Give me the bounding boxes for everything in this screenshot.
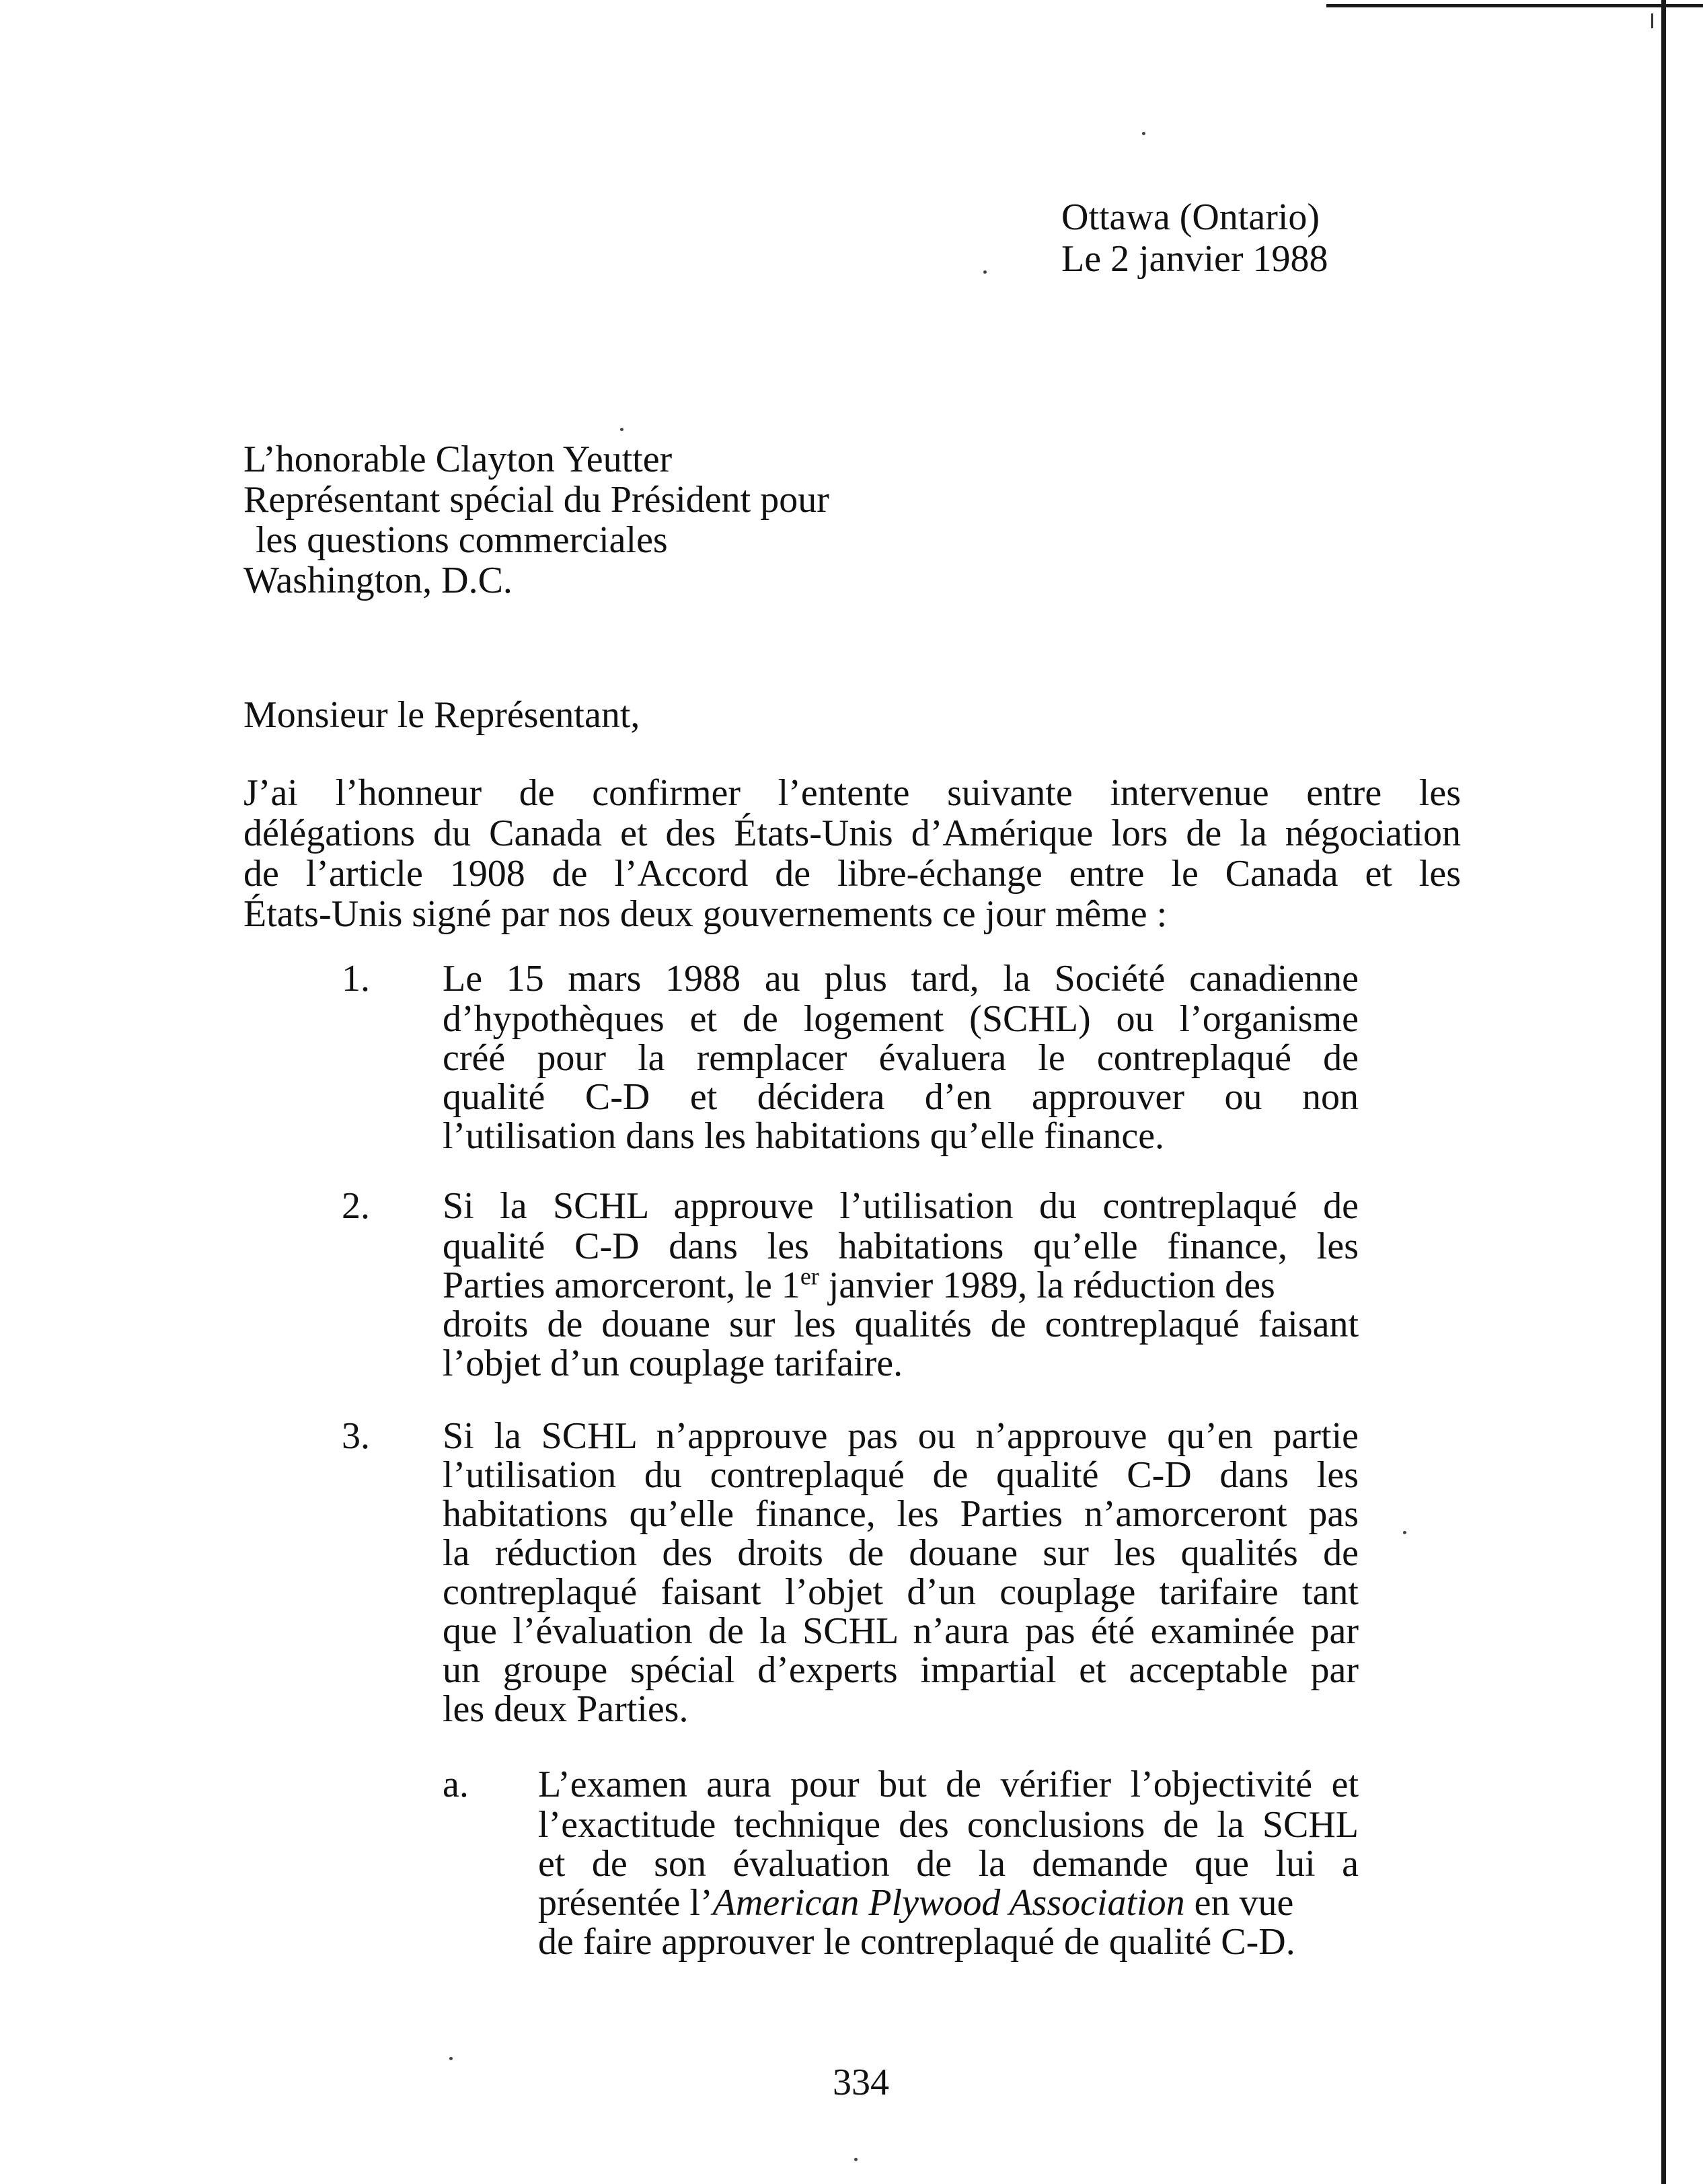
recipient-name: L’honorable Clayton Yeutter — [243, 439, 673, 480]
item-line: contreplaqué faisant l’objet d’un couplage tarifaire tant — [443, 1571, 1359, 1613]
item-line: Si la SCHL approuve l’utilisation du contreplaqué de — [443, 1185, 1359, 1227]
subitem-line — [538, 1882, 1293, 1924]
recipient-city: Washington, D.C. — [243, 560, 513, 601]
item-line: que l’évaluation de la SCHL n’aura pas été examinée par — [443, 1610, 1359, 1652]
subitem-line-start: présentée l’ — [538, 1882, 713, 1924]
item-line-text: Parties amorceront, le 1 — [443, 1265, 800, 1306]
item-line: l’utilisation du contreplaqué de qualité C-D dans les — [443, 1454, 1359, 1496]
scan-border-right — [1661, 0, 1666, 2184]
item-line: les deux Parties. — [443, 1688, 689, 1730]
organization-name: American Plywood Association — [712, 1882, 1185, 1924]
item-number: 3. — [342, 1415, 370, 1457]
salutation: Monsieur le Représentant, — [243, 694, 640, 736]
scan-mark — [1651, 13, 1653, 28]
intro-line: J’ai l’honneur de confirmer l’entente suivante intervenue entre les — [243, 772, 1461, 814]
intro-line: États-Unis signé par nos deux gouvernements ce jour même : — [243, 893, 1168, 935]
scan-speck — [854, 2158, 858, 2161]
item-line-rest: janvier 1989, la réduction des — [819, 1265, 1275, 1306]
item-line: Si la SCHL n’approuve pas ou n’approuve qu’en partie — [443, 1415, 1359, 1457]
subitem-line: de faire approuver le contreplaqué de qualité C-D. — [538, 1921, 1295, 1963]
subitem-line: et de son évaluation de la demande que lui a — [538, 1843, 1359, 1885]
scan-speck — [1403, 1531, 1406, 1534]
scan-border-top — [1326, 4, 1703, 7]
item-line — [443, 1265, 1359, 1306]
item-number: 1. — [342, 958, 370, 1000]
date-line: Le 2 janvier 1988 — [1061, 238, 1328, 280]
recipient-title-line1: Représentant spécial du Président pour — [243, 479, 829, 521]
item-number: 2. — [342, 1185, 370, 1227]
item-line: droits de douane sur les qualités de contreplaqué faisant — [443, 1304, 1359, 1345]
item-line: Le 15 mars 1988 au plus tard, la Société canadienne — [443, 958, 1359, 1000]
item-line: créé pour la remplacer évaluera le contreplaqué de — [443, 1037, 1359, 1079]
ordinal-superscript: er — [800, 1263, 819, 1290]
subitem-line-rest: en vue — [1184, 1882, 1294, 1924]
page-number: 334 — [833, 2062, 889, 2103]
item-line-start — [443, 1265, 1275, 1306]
item-line: qualité C-D dans les habitations qu’elle finance, les — [443, 1226, 1359, 1267]
subitem-line: L’examen aura pour but de vérifier l’objectivité et — [538, 1764, 1359, 1805]
item-line: un groupe spécial d’experts impartial et acceptable par — [443, 1649, 1359, 1691]
item-line: la réduction des droits de douane sur les qualités de — [443, 1532, 1359, 1574]
item-line: l’utilisation dans les habitations qu’elle finance. — [443, 1115, 1165, 1157]
intro-line: de l’article 1908 de l’Accord de libre-échange entre le Canada et les — [243, 853, 1461, 895]
subitem-line: l’exactitude technique des conclusions de la SCHL — [538, 1804, 1359, 1846]
scan-speck — [983, 270, 987, 274]
scan-speck — [1142, 132, 1145, 135]
item-line: qualité C-D et décidera d’en approuver ou non — [443, 1076, 1359, 1118]
place-line: Ottawa (Ontario) — [1061, 196, 1320, 238]
item-line: l’objet d’un couplage tarifaire. — [443, 1343, 903, 1384]
scan-speck — [620, 428, 623, 431]
item-line: habitations qu’elle finance, les Parties n’amorceront pas — [443, 1493, 1359, 1535]
scan-speck — [449, 2057, 453, 2060]
item-line: d’hypothèques et de logement (SCHL) ou l’organisme — [443, 998, 1359, 1040]
intro-line: délégations du Canada et des États-Unis d’Amérique lors de la négociation — [243, 813, 1461, 854]
subitem-letter: a. — [443, 1764, 469, 1805]
recipient-title-line2: les questions commerciales — [256, 519, 668, 561]
